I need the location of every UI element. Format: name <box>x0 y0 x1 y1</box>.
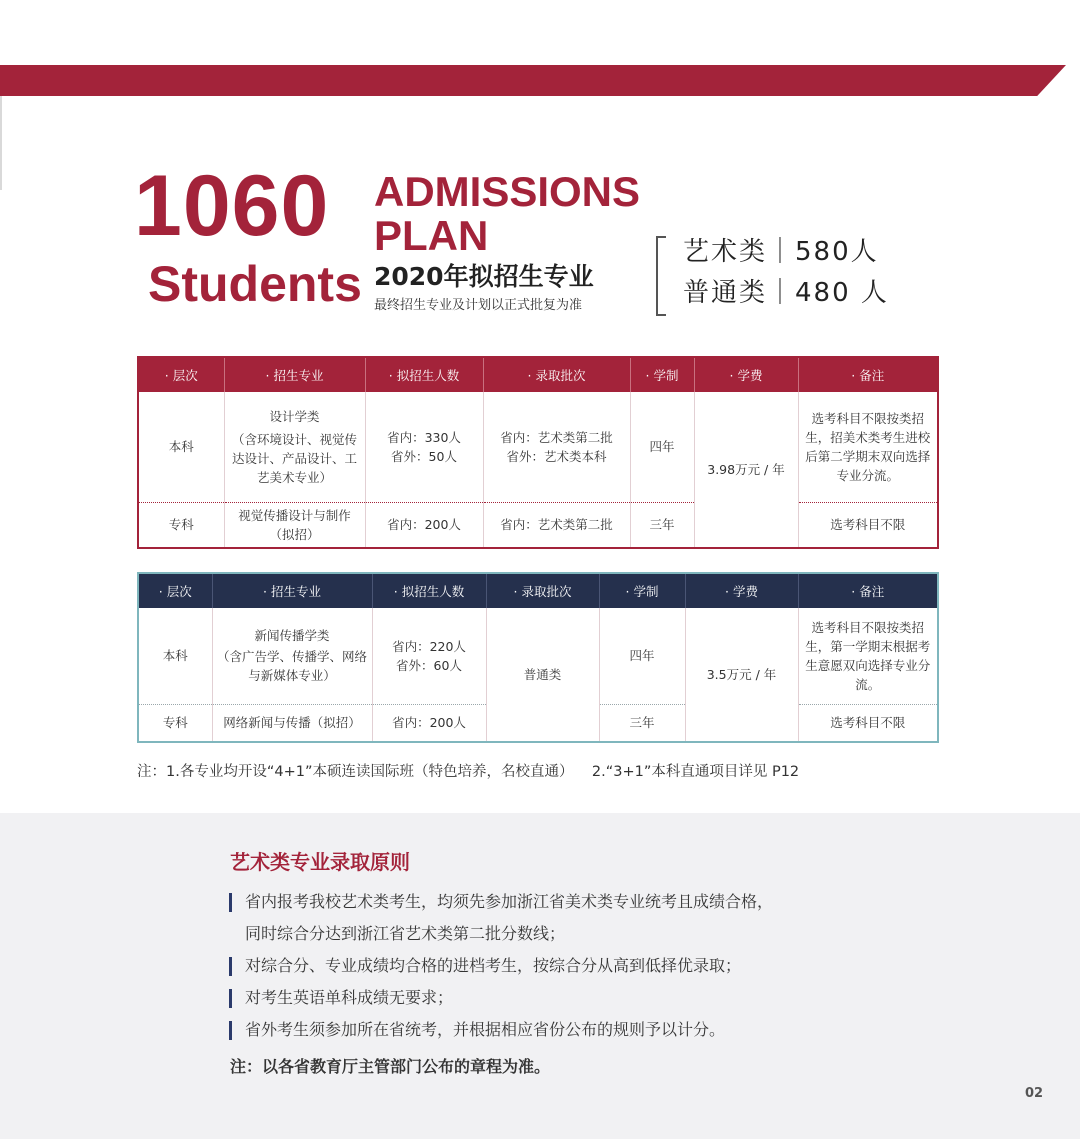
note-cell: 选考科目不限按类招生，招美术类考生进校后第二学期末双向选择专业分流。 <box>798 392 938 502</box>
student-count-number: 1060 <box>134 158 330 254</box>
major-cell: 视觉传播设计与制作（拟招） <box>224 502 365 548</box>
principles-list <box>229 886 773 1046</box>
bullet-bar <box>229 1021 232 1040</box>
header-cell: · 备注 <box>798 357 938 392</box>
principle-item <box>229 950 773 982</box>
table-header-row <box>138 357 938 392</box>
admissions-title-line2: PLAN <box>374 212 489 259</box>
years-cell: 四年 <box>630 392 694 502</box>
table-row <box>138 608 938 704</box>
count-bracket <box>656 236 666 316</box>
header-cell: · 录取批次 <box>483 357 630 392</box>
years-cell: 三年 <box>599 704 685 742</box>
header-cell: · 录取批次 <box>486 573 599 608</box>
header-cell: · 学费 <box>685 573 798 608</box>
level-cell: 本科 <box>168 439 194 455</box>
admissions-title-line1: ADMISSIONS <box>374 168 641 215</box>
batch-in: 省内：艺术类第二批 <box>500 429 613 445</box>
table-header-row <box>138 573 938 608</box>
major-detail: （含环境设计、视觉传达设计、产品设计、工艺美术专业） <box>231 431 357 485</box>
principle-text: 对考生英语单科成绩无要求； <box>245 988 454 1007</box>
student-count-word: Students <box>148 256 362 312</box>
principles-title: 艺术类专业录取原则 <box>230 850 410 874</box>
header-cell: · 层次 <box>138 573 212 608</box>
years-cell: 四年 <box>599 608 685 704</box>
quota-in: 省内：330人 <box>387 429 461 445</box>
principle-item <box>229 1014 773 1046</box>
quota-cell <box>365 392 483 502</box>
table-row <box>138 502 938 548</box>
header-cell: · 学制 <box>630 357 694 392</box>
note-cell: 选考科目不限 <box>798 502 938 548</box>
level-cell: 本科 <box>162 648 188 664</box>
header-cell: · 学制 <box>599 573 685 608</box>
batch-cell: 普通类 <box>486 608 599 742</box>
principle-item <box>229 886 773 950</box>
admissions-plan-title <box>374 170 640 258</box>
bullet-bar <box>229 893 232 912</box>
principle-text: 省内报考我校艺术类考生，均须先参加浙江省美术类专业统考且成绩合格， <box>245 892 774 911</box>
general-admissions-table <box>137 572 939 743</box>
level-cell: 专科 <box>138 704 212 742</box>
quota-cell <box>372 608 486 704</box>
page-number: 02 <box>1025 1086 1044 1101</box>
principle-text: 对综合分、专业成绩均合格的进档考生，按综合分从高到低择优录取； <box>245 956 742 975</box>
header-cell: · 拟招生人数 <box>365 357 483 392</box>
quota-in: 省内：220人 <box>392 638 466 654</box>
table-footnote: 注：1.各专业均开设“4+1”本硕连读国际班（特色培养，名校直通） 2.“3+1”本科直通项目详见 P12 <box>137 764 800 780</box>
batch-cell <box>483 392 630 502</box>
bullet-bar <box>229 989 232 1008</box>
principle-text: 同时综合分达到浙江省艺术类第二批分数线； <box>245 924 566 943</box>
tuition-cell: 3.5万元 / 年 <box>685 608 798 742</box>
major-name: 新闻传播学类 <box>254 628 330 644</box>
edge-line <box>0 96 2 190</box>
header-cell: · 学费 <box>694 357 798 392</box>
top-color-band <box>0 65 1066 96</box>
major-cell <box>224 392 365 502</box>
plan-note: 最终招生专业及计划以正式批复为准 <box>374 298 583 313</box>
principles-note: 注：以各省教育厅主管部门公布的章程为准。 <box>230 1057 551 1076</box>
major-detail: （含广告学、传播学、网络与新媒体专业） <box>216 649 367 684</box>
principle-text: 省外考生须参加所在省统考，并根据相应省份公布的规则予以计分。 <box>245 1020 726 1039</box>
count-art: 艺术类｜580人 <box>683 237 879 267</box>
header-cell: · 拟招生人数 <box>372 573 486 608</box>
table-row <box>138 392 938 502</box>
batch-cell: 省内：艺术类第二批 <box>483 502 630 548</box>
major-cell <box>212 608 372 704</box>
bullet-bar <box>229 957 232 976</box>
header-cell: · 招生专业 <box>212 573 372 608</box>
tuition-cell: 3.98万元 / 年 <box>694 392 798 548</box>
principle-item <box>229 982 773 1014</box>
quota-cell: 省内：200人 <box>372 704 486 742</box>
header-cell: · 招生专业 <box>224 357 365 392</box>
quota-out: 省外：60人 <box>396 657 462 673</box>
level-cell: 专科 <box>138 502 224 548</box>
note-cell: 选考科目不限按类招生，第一学期末根据考生意愿双向选择专业分流。 <box>798 608 938 704</box>
header-cell: · 层次 <box>138 357 224 392</box>
art-admissions-table <box>137 356 939 549</box>
major-name: 设计学类 <box>269 408 320 424</box>
quota-out: 省外：50人 <box>391 448 457 464</box>
note-cell: 选考科目不限 <box>798 704 938 742</box>
years-cell: 三年 <box>630 502 694 548</box>
header-cell: · 备注 <box>798 573 938 608</box>
major-cell: 网络新闻与传播（拟招） <box>212 704 372 742</box>
quota-cell: 省内：200人 <box>365 502 483 548</box>
batch-out: 省外：艺术类本科 <box>506 448 607 464</box>
count-general: 普通类｜480 人 <box>683 278 889 308</box>
plan-cn-title: 2020年拟招生专业 <box>374 262 594 291</box>
